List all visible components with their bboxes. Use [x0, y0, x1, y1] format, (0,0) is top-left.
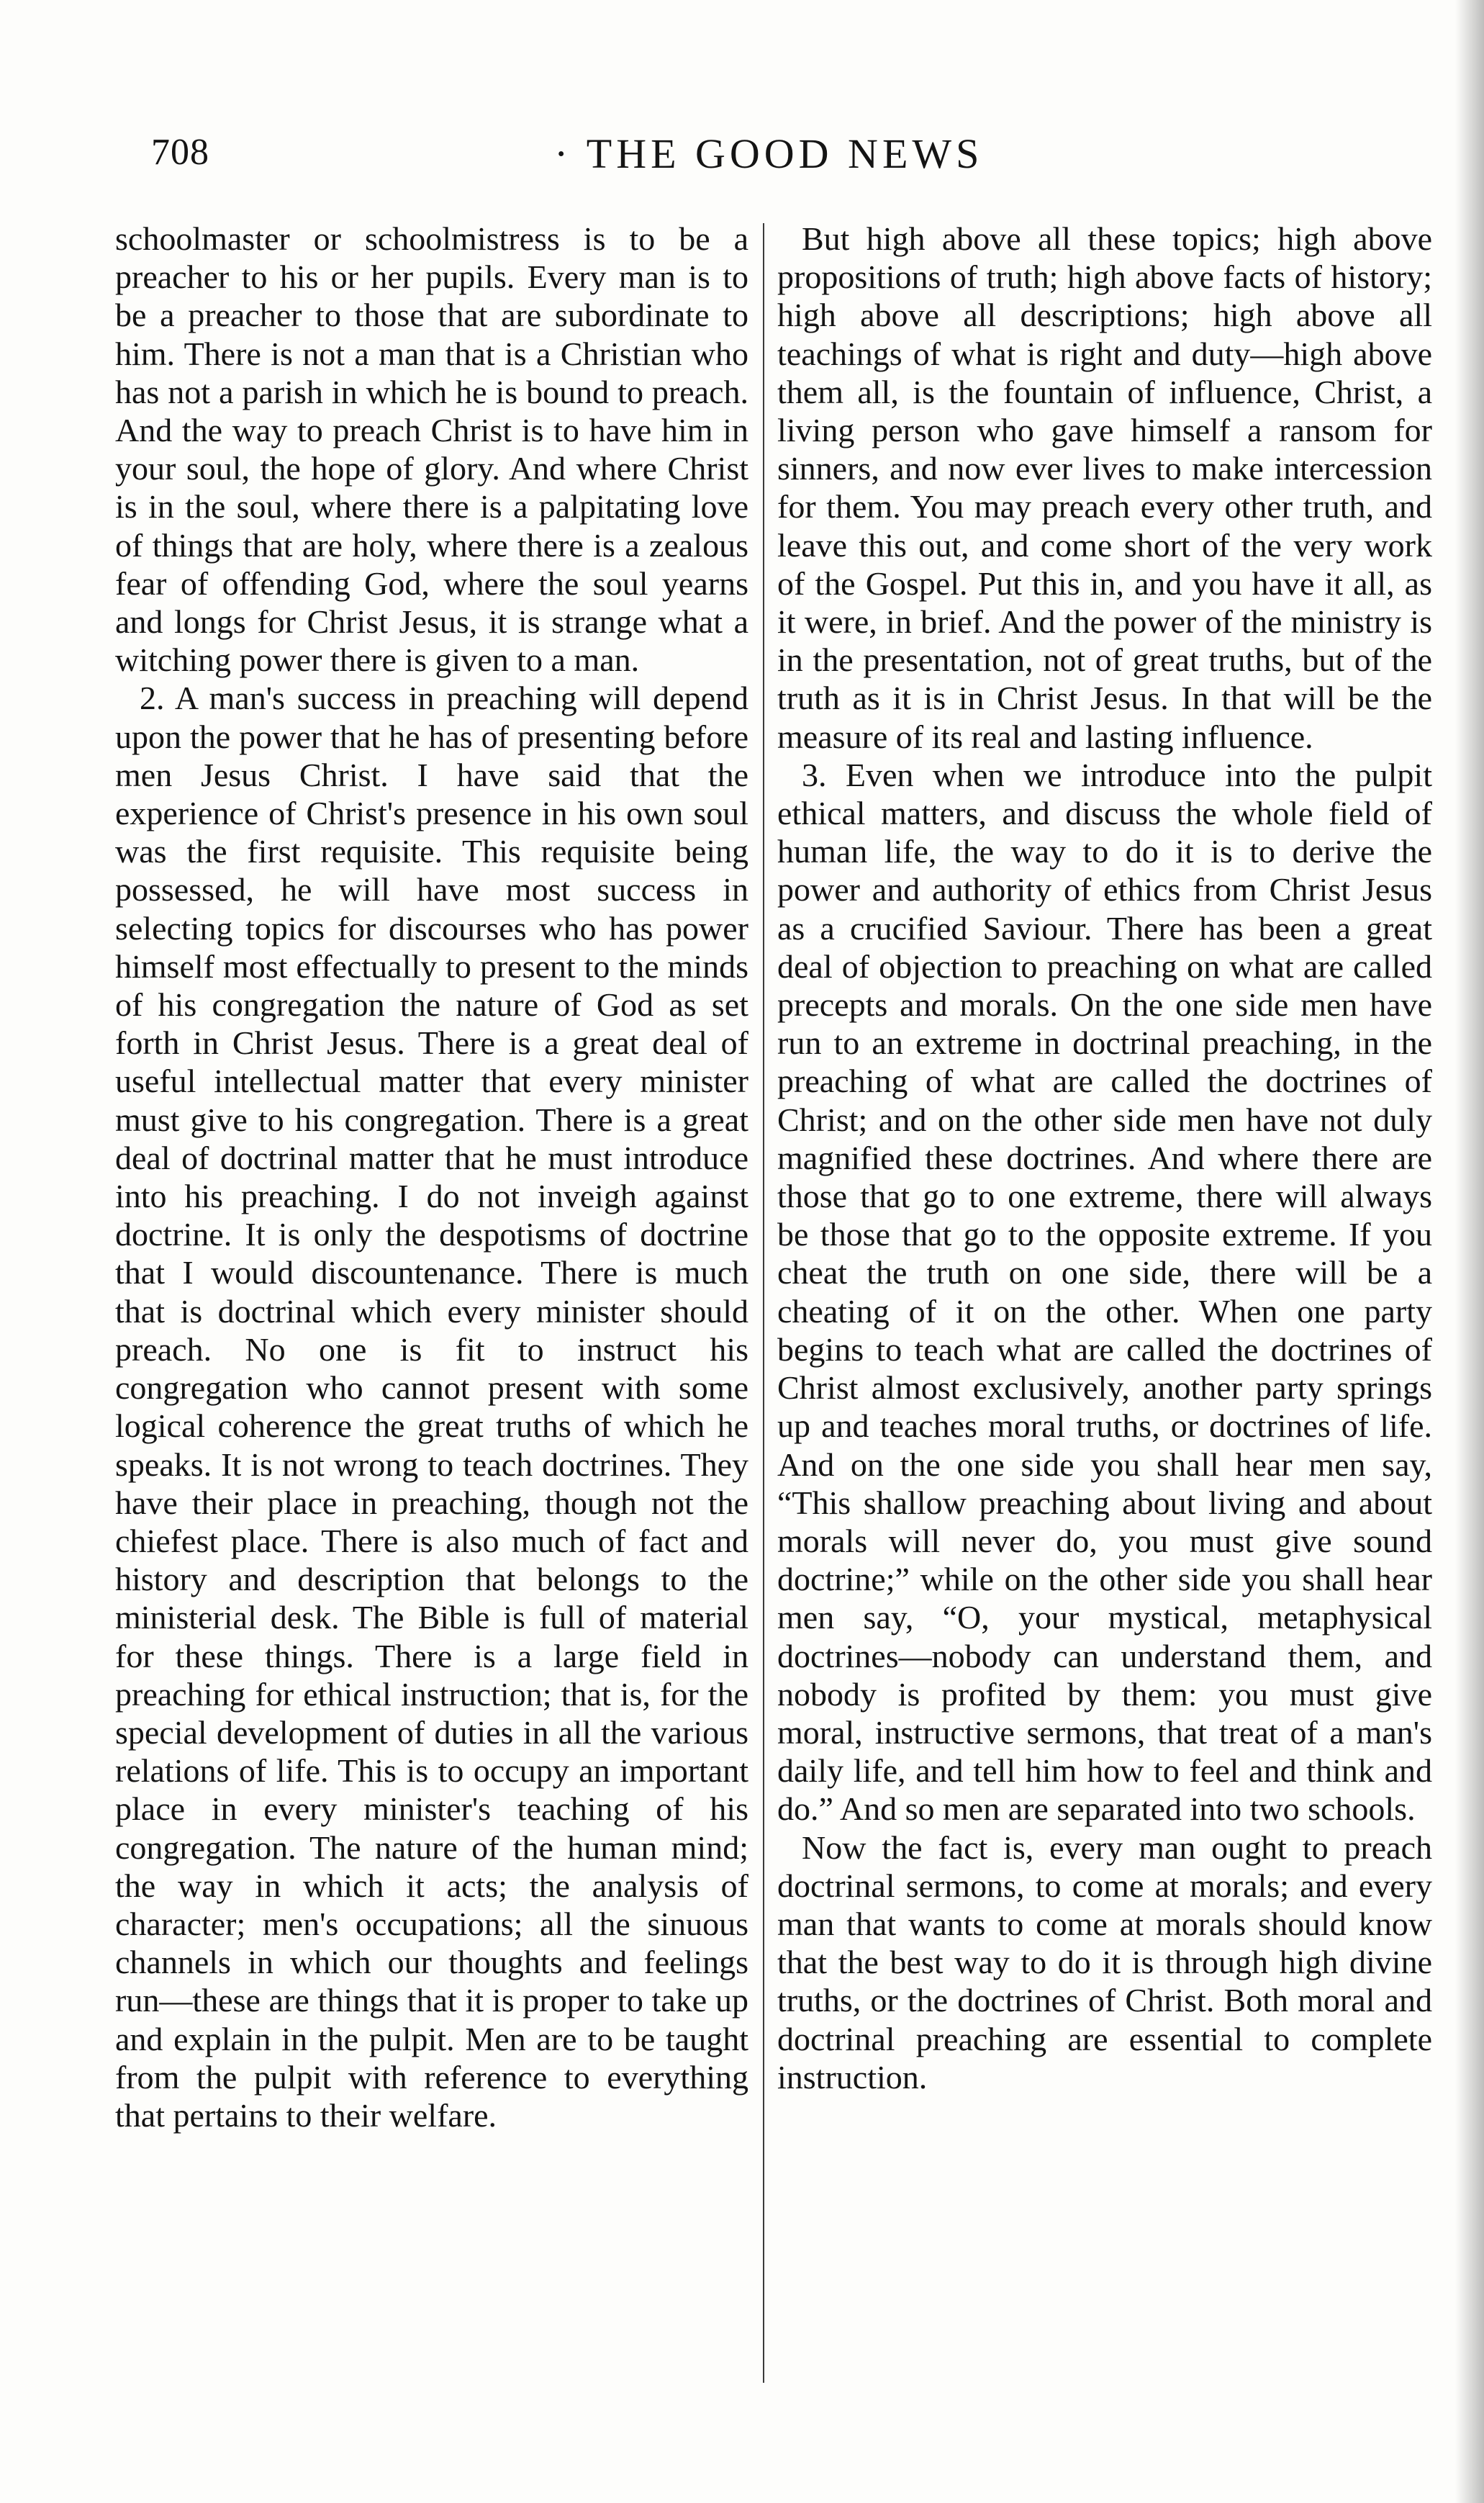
- page-header: [151, 122, 1403, 187]
- paragraph: But high above all these topics; high above propositions of truth; high above facts of history; high above all descriptions; high above all teachings of what is right and duty—high above them all, is the fountain of influence, Christ, a living person who gave himself a ransom for sinners, and now ever lives to make intercession for them. You may preach every other truth, and leave this out, and come short of the very work of the Gospel. Put this in, and you have it all, as it were, in brief. And the power of the ministry is in the presentation, not of great truths, but of the truth as it is in Christ Jesus. In that will be the measure of its real and lasting influence.: [777, 220, 1432, 755]
- right-column: [777, 220, 1432, 2096]
- running-title: · THE GOOD NEWS: [554, 130, 984, 177]
- paragraph: schoolmaster or schoolmistress is to be a preacher to his or her pupils. Every man is to be a preacher to those that are subordinate to him. There is not a man that is a Christian who has not a parish in which he is bound to preach. And the way to preach Christ is to have him in your soul, the hope of glory. And where Christ is in the soul, where there is a palpitating love of things that are holy, where there is a zealous fear of offending God, where the soul yearns and longs for Christ Jesus, it is strange what a witching power there is given to a man.: [115, 220, 748, 679]
- page-number: 708: [151, 132, 209, 173]
- page-edge-shadow: [1455, 0, 1484, 2503]
- paragraph: 3. Even when we introduce into the pulpit ethical matters, and discuss the whole field of human life, the way to do it is to derive the power and authority of ethics from Christ Jesus as a crucified Saviour. There has been a great deal of objection to preaching on what are called precepts and morals. On the one side men have run to an extreme in doctrinal preaching, in the preaching of what are called the doctrines of Christ; and on the other side men have not duly magnified these doctrines. And where there are those that go to one extreme, there will always be those that go to the opposite extreme. If you cheat the truth on one side, there will be a cheating of it on the other. When one party begins to teach what are called the doctrines of Christ almost exclusively, another party springs up and teaches moral truths, or doctrines of life. And on the one side you shall hear men say, “This shallow preaching about living and about morals will never do, you must give sound doctrine;” while on the other side you shall hear men say, “O, your mystical, metaphysical doctrines—nobody can understand them, and nobody is profited by them: you must give moral, instructive sermons, that treat of a man's daily life, and tell him how to feel and think and do.” And so men are separated into two schools.: [777, 756, 1432, 1828]
- left-column: [115, 220, 748, 2134]
- paragraph: Now the fact is, every man ought to preach doctrinal sermons, to come at morals; and every man that wants to come at morals should know that the best way to do it is through high divine truths, or the doctrines of Christ. Both moral and doctrinal preaching are essential to complete instruction.: [777, 1828, 1432, 2096]
- column-divider: [763, 223, 764, 2383]
- paragraph: 2. A man's success in preaching will depend upon the power that he has of presenting before men Jesus Christ. I have said that the experience of Christ's presence in his own soul was the first requisite. This requisite being possessed, he will have most success in selecting topics for discourses who has power himself most effectually to present to the minds of his congregation the nature of God as set forth in Christ Jesus. There is a great deal of useful intellectual matter that every minister must give to his congregation. There is a great deal of doctrinal matter that he must introduce into his preaching. I do not inveigh against doctrine. It is only the despotisms of doctrine that I would discountenance. There is much that is doctrinal which every minister should preach. No one is fit to instruct his congregation who cannot present with some logical coherence the great truths of which he speaks. It is not wrong to teach doctrines. They have their place in preaching, though not the chiefest place. There is also much of fact and history and description that belongs to the ministerial desk. The Bible is full of material for these things. There is a large field in preaching for ethical instruction; that is, for the special development of duties in all the various relations of life. This is to occupy an important place in every minister's teaching of his congregation. The nature of the human mind; the way in which it acts; the analysis of character; men's occupations; all the sinuous channels in which our thoughts and feelings run—these are things that it is proper to take up and explain in the pulpit. Men are to be taught from the pulpit with reference to everything that pertains to their welfare.: [115, 680, 748, 2134]
